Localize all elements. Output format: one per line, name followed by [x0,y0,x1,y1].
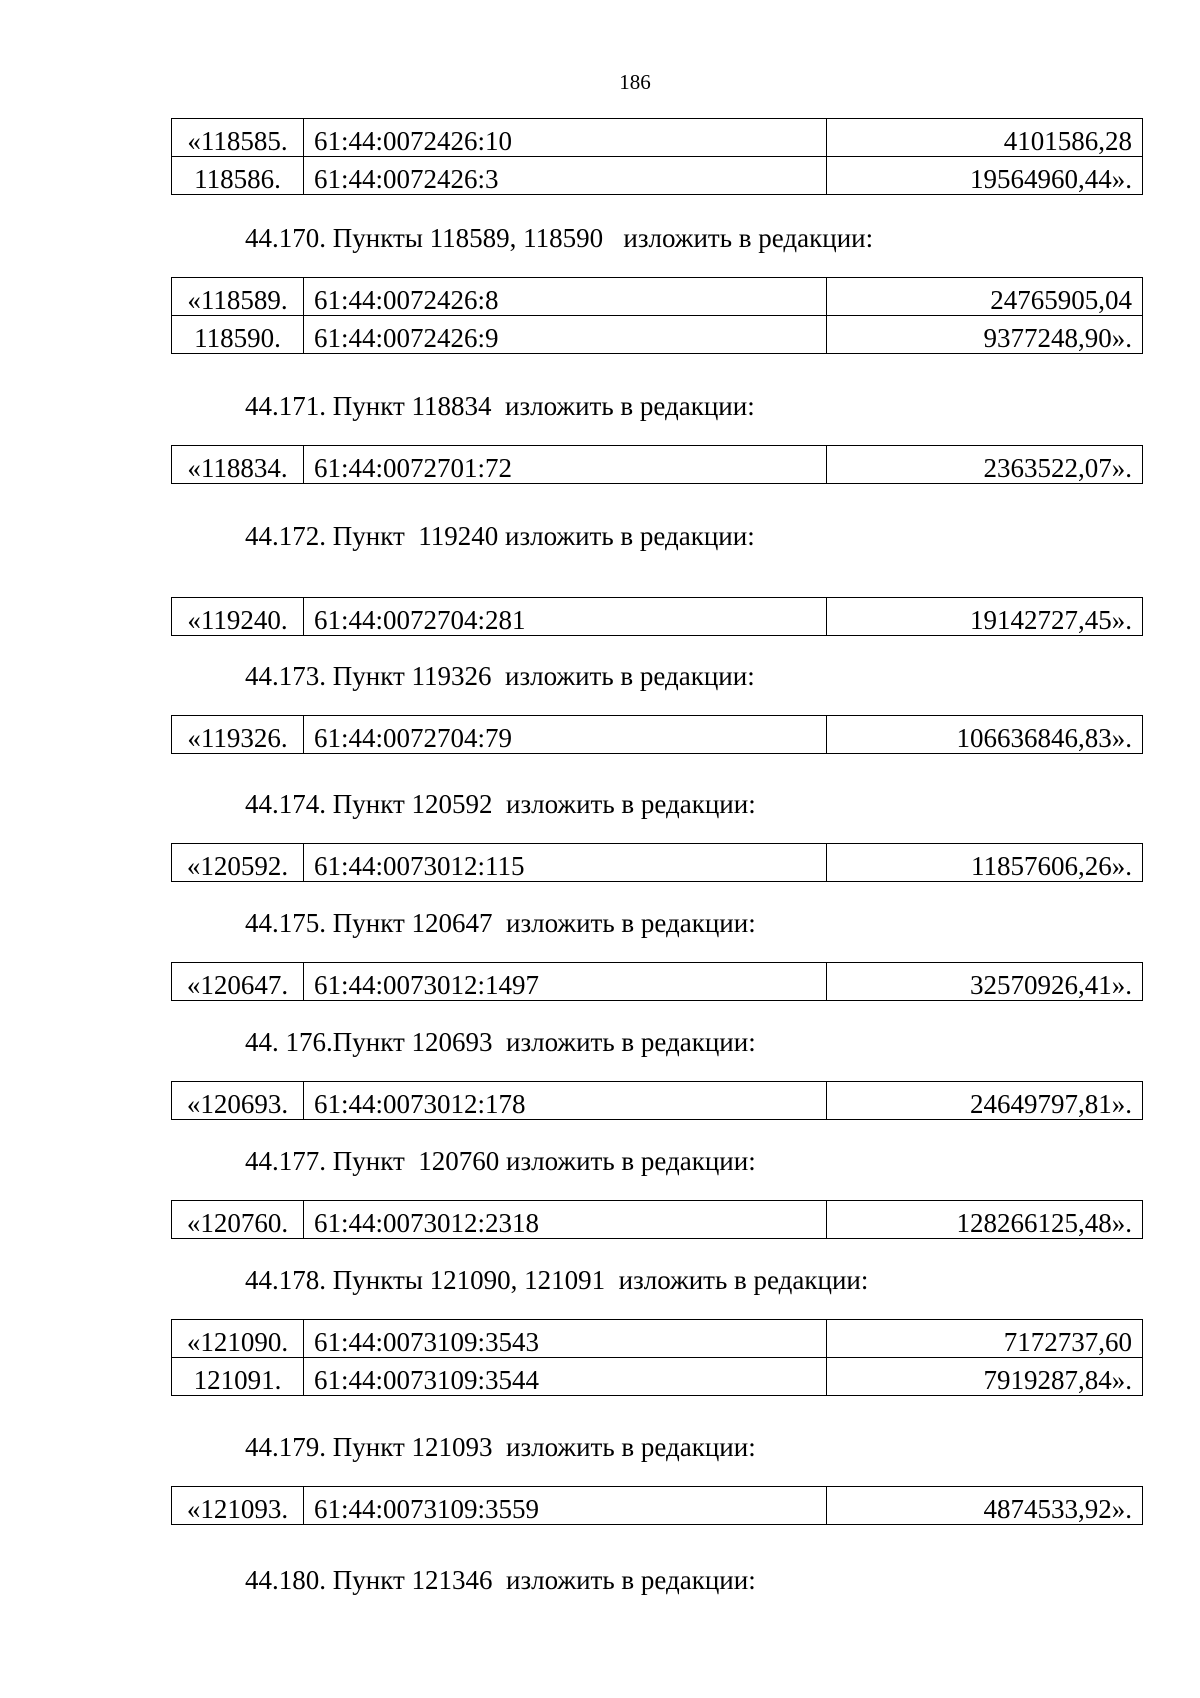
cadastral-value: 9377248,90». [827,316,1143,354]
cadastral-number: 61:44:0072704:79 [304,716,827,754]
item-number: «120693. [172,1082,304,1120]
cadastral-value: 2363522,07». [827,446,1143,484]
table-row [172,1487,1143,1525]
amendment-table [171,1319,1143,1396]
table-row [172,119,1143,157]
amendment-table [171,843,1143,882]
cadastral-value: 7172737,60 [827,1320,1143,1358]
cadastral-number: 61:44:0073109:3559 [304,1487,827,1525]
cadastral-value: 24649797,81». [827,1082,1143,1120]
cadastral-value: 19564960,44». [827,157,1143,195]
table-row [172,1082,1143,1120]
item-number: «121090. [172,1320,304,1358]
table-row [172,598,1143,636]
cadastral-value: 11857606,26». [827,844,1143,882]
item-number: 118586. [172,157,304,195]
amendment-paragraph: 44.177. Пункт 120760 изложить в редакции: [245,1146,756,1176]
amendment-table [171,1200,1143,1239]
cadastral-value: 4101586,28 [827,119,1143,157]
cadastral-number: 61:44:0072426:8 [304,278,827,316]
amendment-table [171,715,1143,754]
cadastral-number: 61:44:0072426:10 [304,119,827,157]
item-number: «119240. [172,598,304,636]
cadastral-number: 61:44:0073012:115 [304,844,827,882]
cadastral-value: 128266125,48». [827,1201,1143,1239]
cadastral-number: 61:44:0072701:72 [304,446,827,484]
item-number: 118590. [172,316,304,354]
table-row [172,1201,1143,1239]
cadastral-number: 61:44:0073109:3543 [304,1320,827,1358]
amendment-paragraph: 44.171. Пункт 118834 изложить в редакции: [245,391,755,421]
item-number: «120647. [172,963,304,1001]
amendment-paragraph: 44.174. Пункт 120592 изложить в редакции: [245,789,756,819]
item-number: «118585. [172,119,304,157]
table-row [172,1358,1143,1396]
item-number: «120592. [172,844,304,882]
amendment-paragraph: 44.170. Пункты 118589, 118590 изложить в редакции: [245,223,874,253]
amendment-paragraph: 44.173. Пункт 119326 изложить в редакции: [245,661,755,691]
item-number: «120760. [172,1201,304,1239]
cadastral-number: 61:44:0072704:281 [304,598,827,636]
amendment-table [171,597,1143,636]
amendment-paragraph: 44. 176.Пункт 120693 изложить в редакции: [245,1027,756,1057]
amendment-table [171,962,1143,1001]
amendment-table [171,118,1143,195]
table-row [172,963,1143,1001]
amendment-table [171,445,1143,484]
cadastral-value: 7919287,84». [827,1358,1143,1396]
table-row [172,157,1143,195]
item-number: «118834. [172,446,304,484]
table-row [172,716,1143,754]
table-row [172,844,1143,882]
amendment-paragraph: 44.175. Пункт 120647 изложить в редакции: [245,908,756,938]
cadastral-number: 61:44:0072426:3 [304,157,827,195]
cadastral-number: 61:44:0073012:2318 [304,1201,827,1239]
page-number: 186 [619,70,651,94]
cadastral-value: 24765905,04 [827,278,1143,316]
table-row [172,446,1143,484]
cadastral-value: 32570926,41». [827,963,1143,1001]
amendment-paragraph: 44.180. Пункт 121346 изложить в редакции: [245,1565,756,1595]
table-row [172,316,1143,354]
amendment-table [171,1081,1143,1120]
cadastral-value: 19142727,45». [827,598,1143,636]
cadastral-number: 61:44:0073012:1497 [304,963,827,1001]
cadastral-number: 61:44:0073109:3544 [304,1358,827,1396]
table-row [172,278,1143,316]
item-number: 121091. [172,1358,304,1396]
amendment-table [171,277,1143,354]
cadastral-number: 61:44:0073012:178 [304,1082,827,1120]
amendment-paragraph: 44.178. Пункты 121090, 121091 изложить в редакции: [245,1265,869,1295]
amendment-paragraph: 44.179. Пункт 121093 изложить в редакции: [245,1432,756,1462]
amendment-table [171,1486,1143,1525]
amendment-paragraph: 44.172. Пункт 119240 изложить в редакции: [245,521,755,551]
item-number: «118589. [172,278,304,316]
item-number: «121093. [172,1487,304,1525]
item-number: «119326. [172,716,304,754]
cadastral-value: 4874533,92». [827,1487,1143,1525]
cadastral-number: 61:44:0072426:9 [304,316,827,354]
cadastral-value: 106636846,83». [827,716,1143,754]
table-row [172,1320,1143,1358]
